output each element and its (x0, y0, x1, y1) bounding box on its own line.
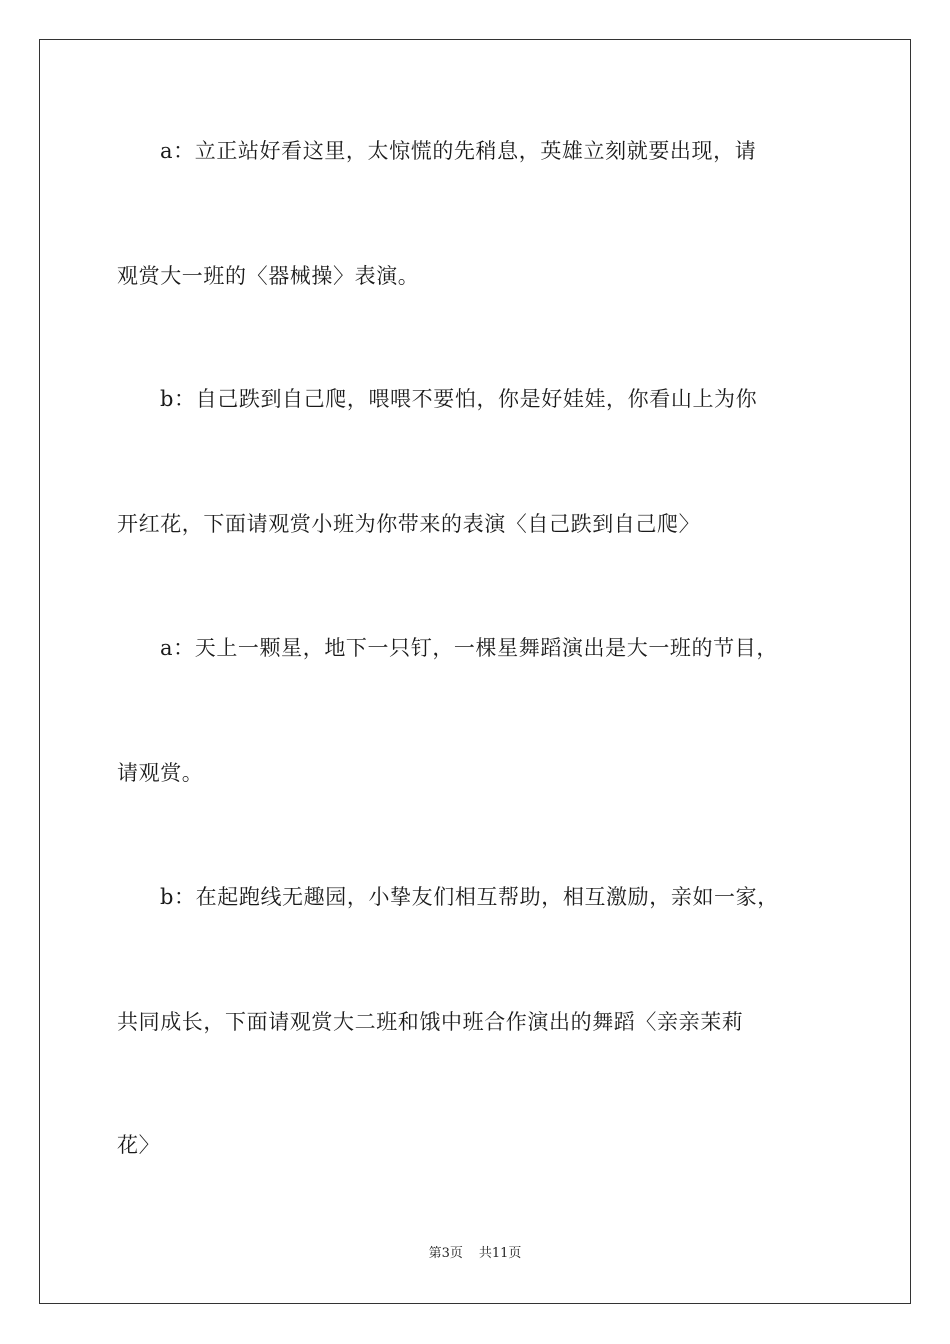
paragraph-2-line-2: 开红花，下面请观赏小班为你带来的表演〈自己跌到自己爬〉 (117, 512, 701, 536)
paragraph-2-line-1: b：自己跌到自己爬，喂喂不要怕，你是好娃娃，你看山上为你 (160, 387, 758, 411)
paragraph-4-line-2: 共同成长，下面请观赏大二班和饿中班合作演出的舞蹈〈亲亲茉莉 (117, 1010, 744, 1034)
paragraph-3-line-2: 请观赏。 (117, 761, 204, 785)
page-total: 共11页 (478, 1246, 522, 1261)
page-frame (39, 39, 911, 1304)
page-footer (0, 1245, 950, 1263)
paragraph-3-line-1: a：天上一颗星，地下一只钉，一棵星舞蹈演出是大一班的节目， (160, 636, 778, 660)
page-number: 第3页 (428, 1246, 463, 1261)
paragraph-4-line-1: b：在起跑线无趣园，小挚友们相互帮助，相互激励，亲如一家， (160, 885, 779, 909)
paragraph-4-line-3: 花〉 (117, 1133, 161, 1157)
paragraph-1-line-2: 观赏大一班的〈器械操〉表演。 (117, 264, 420, 288)
paragraph-1-line-1: a：立正站好看这里，太惊慌的先稍息，英雄立刻就要出现，请 (160, 139, 757, 163)
